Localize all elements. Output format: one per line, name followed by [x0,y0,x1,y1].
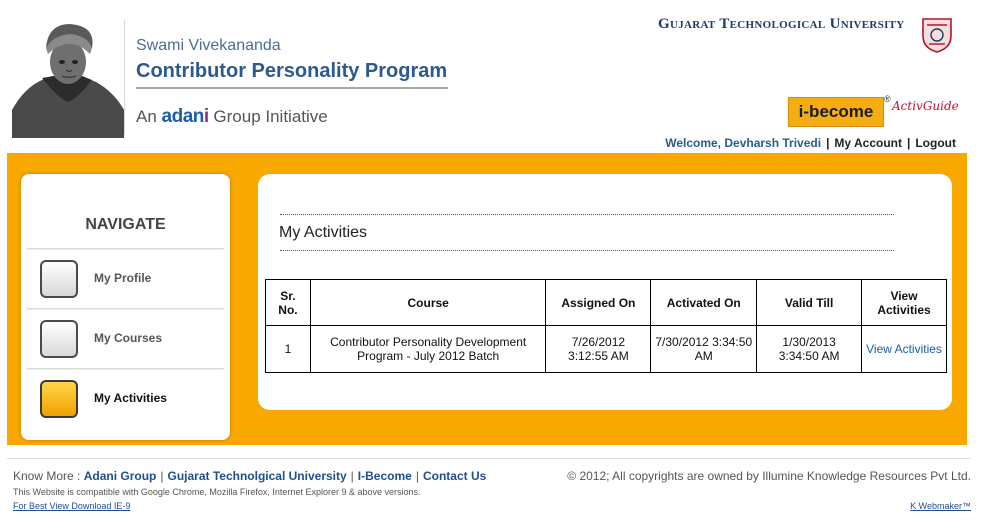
cell-sr-no: 1 [266,326,311,373]
footer-link-contact-us[interactable]: Contact Us [422,469,487,483]
column-header-valid-till: Valid Till [757,280,862,326]
footer-links [13,469,486,483]
footer-separator: | [350,469,354,483]
column-header-course: Course [310,280,546,326]
initiative-prefix: An [136,107,157,126]
cell-valid-till: 1/30/2013 3:34:50 AM [757,326,862,373]
adani-logo-text: adan [161,106,204,127]
sidebar-item-my-profile[interactable] [21,248,230,308]
title-rule-bottom [280,250,894,251]
brand-subtitle: Swami Vivekananda [136,37,281,54]
title-rule-top [280,214,894,215]
know-more-label: Know More : [13,469,81,483]
cell-view-activities [862,326,947,373]
userbar-separator: | [826,136,830,150]
activguide-logo: ActivGuide [892,99,959,113]
initiative-suffix: Group Initiative [213,107,328,126]
navigate-heading: NAVIGATE [85,216,166,233]
nav-divider [27,248,224,250]
userbar-separator: | [906,136,911,150]
activities-table [265,279,947,373]
webmaker-link[interactable]: K Webmaker™ [910,501,971,511]
university-crest-icon [920,16,954,54]
sidebar-item-my-courses[interactable] [21,308,230,368]
column-header-sr-no: Sr. No. [266,280,311,326]
adani-logo-i: i [203,106,209,127]
footer-link-gtu[interactable]: Gujarat Technolgical University [167,469,347,483]
cell-activated-on: 7/30/2012 3:34:50 AM [651,326,757,373]
cell-assigned-on: 7/26/2012 3:12:55 AM [546,326,651,373]
nav-divider [27,368,224,370]
sidebar-item-my-activities[interactable] [21,368,230,428]
site-header [0,0,992,153]
table-header-row [266,280,947,326]
my-account-link[interactable]: My Account [834,136,902,150]
registered-mark: ® [884,94,891,104]
user-bar [665,136,956,150]
nav-button-icon[interactable] [40,260,78,298]
column-header-assigned-on: Assigned On [546,280,651,326]
sidebar-item-label[interactable]: My Activities [94,391,167,405]
cell-course: Contributor Personality Development Program - July 2012 Batch [310,326,546,373]
adani-logo [162,106,209,127]
footer-separator: | [160,469,164,483]
vivekananda-portrait [12,18,124,138]
ibecome-logo[interactable]: i-become [788,97,884,127]
column-header-activated-on: Activated On [651,280,757,326]
footer-link-ibecome[interactable]: I-Become [357,469,412,483]
welcome-text: Welcome, Devharsh Trivedi [665,136,822,150]
best-view-link[interactable]: For Best View Download IE-9 [13,501,131,511]
footer-link-adani-group[interactable]: Adani Group [83,469,157,483]
page-title: My Activities [279,224,368,241]
sidebar-item-label[interactable]: My Courses [94,331,163,345]
column-header-view-activities: View Activities [862,280,947,326]
table-row [266,326,947,373]
footer-separator: | [415,469,419,483]
nav-button-icon-active[interactable] [40,380,78,418]
view-activities-link[interactable]: View Activities [866,342,942,356]
brand-title: Contributor Personality Program [136,60,448,82]
brand-rule [136,87,448,89]
footer-divider [7,458,971,459]
main-panel [258,174,952,410]
university-name: Gujarat Technological University [658,16,905,32]
nav-button-icon[interactable] [40,320,78,358]
nav-divider [27,308,224,310]
brand-divider [124,20,125,135]
compatibility-note: This Website is compatible with Google Chrome, Mozilla Firefox, Internet Explorer 9 & above versions. [13,487,421,497]
logout-link[interactable]: Logout [915,136,956,150]
navigation-sidebar [21,174,230,440]
initiative-line [136,106,328,128]
copyright-text: © 2012; All copyrights are owned by Illumine Knowledge Resources Pvt Ltd. [567,469,971,483]
sidebar-item-label[interactable]: My Profile [94,271,152,285]
